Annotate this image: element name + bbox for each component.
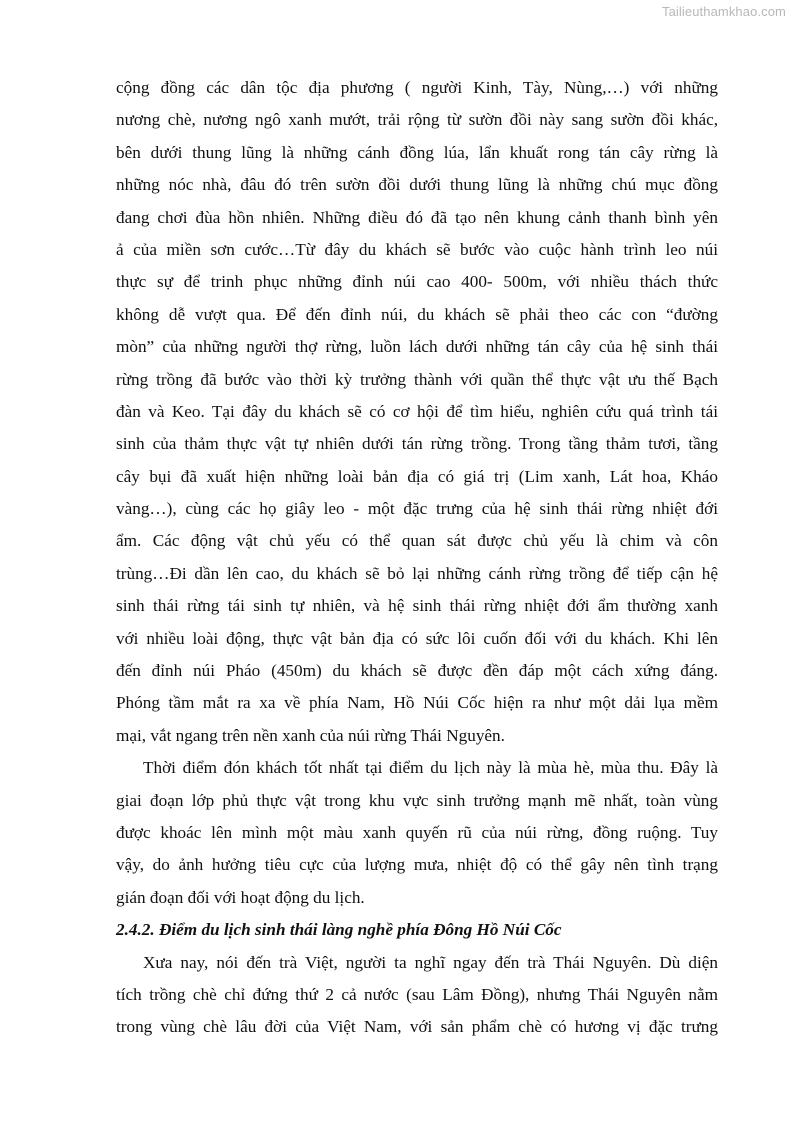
watermark: Tailieuthamkhao.com [661, 4, 786, 19]
text-line: sinh thái rừng tái sinh tự nhiên, và hệ sinh thái rừng nhiệt đới ẩm thường xanh [116, 596, 718, 616]
text-line: tích trồng chè chỉ đứng thứ 2 cả nước (sau Lâm Đồng), nhưng Thái Nguyên nằm [116, 984, 718, 1004]
text-line: cộng đồng các dân tộc địa phương ( người Kinh, Tày, Nùng,…) với những [116, 78, 718, 97]
text-line: đến đỉnh núi Pháo (450m) du khách sẽ được đền đáp một cách xứng đáng. [116, 661, 718, 681]
document-page [116, 72, 718, 1044]
text-line: ẩm. Các động vật chủ yếu có thể quan sát được chủ yếu là chim và côn [116, 531, 718, 551]
text-line: thực sự để trinh phục những đỉnh núi cao 400- 500m, với nhiều thách thức [116, 272, 718, 292]
text-line: cây bụi đã xuất hiện những loài bản địa có giá trị (Lim xanh, Lát hoa, Kháo [116, 466, 718, 486]
text-line: sinh của thảm thực vật tự nhiên dưới tán rừng trồng. Trong tầng thảm tươi, tầng [116, 434, 718, 454]
text-line: gián đoạn đối với hoạt động du lịch. [116, 887, 365, 907]
text-line: Phóng tầm mắt ra xa về phía Nam, Hồ Núi Cốc hiện ra như một dải lụa mềm [116, 693, 718, 713]
text-line: không dễ vượt qua. Để đến đỉnh núi, du khách sẽ phải theo các con “đường [116, 304, 718, 324]
text-line: trùng…Đi dần lên cao, du khách sẽ bỏ lại những cánh rừng trồng để tiếp cận hệ [116, 563, 718, 583]
text-line: mại, vắt ngang trên nền xanh của núi rừng Thái Nguyên. [116, 725, 505, 745]
text-line: nương chè, nương ngô xanh mướt, trải rộng từ sườn đồi này sang sườn đồi khác, [116, 110, 718, 130]
text-line: giai đoạn lớp phủ thực vật trong khu vực sinh trưởng mạnh mẽ nhất, toàn vùng [116, 790, 718, 810]
text-line: với nhiều loài động, thực vật bản địa có sức lôi cuốn đối với du khách. Khi lên [116, 628, 718, 648]
text-line: vàng…), cùng các họ giây leo - một đặc trưng của hệ sinh thái rừng nhiệt đới [116, 499, 718, 519]
text-line: rừng trồng đã bước vào thời kỳ trưởng thành với quần thể thực vật ưu thế Bạch [116, 369, 718, 389]
text-line: mòn” của những người thợ rừng, luồn lách dưới những tán cây của hệ sinh thái [116, 337, 718, 357]
text-line: đàn và Keo. Tại đây du khách sẽ có cơ hội để tìm hiểu, nghiên cứu quá trình tái [116, 401, 718, 421]
text-line: ả của miền sơn cước…Từ đây du khách sẽ bước vào cuộc hành trình leo núi [116, 239, 718, 259]
text-line: bên dưới thung lũng là những cánh đồng lúa, lẩn khuất rong tán cây rừng là [116, 142, 718, 162]
paragraph-1 [116, 72, 718, 752]
section-heading: 2.4.2. Điểm du lịch sinh thái làng nghề phía Đông Hồ Núi Cốc [116, 920, 562, 940]
text-line: Xưa nay, nói đến trà Việt, người ta nghĩ ngay đến trà Thái Nguyên. Dù diện [143, 952, 718, 972]
text-line: trong vùng chè lâu đời của Việt Nam, với sản phẩm chè có hương vị đặc trưng [116, 1017, 718, 1037]
text-line: những nóc nhà, đâu đó trên sườn đồi dưới thung lũng là những chú mục đồng [116, 175, 718, 195]
paragraph-3 [116, 947, 718, 1044]
text-line: được khoác lên mình một màu xanh quyến rũ của núi rừng, đồng ruộng. Tuy [116, 822, 718, 842]
paragraph-2 [116, 752, 718, 914]
text-line: vậy, do ảnh hưởng tiêu cực của lượng mưa, nhiệt độ có thể gây nên tình trạng [116, 855, 718, 875]
text-line: đang chơi đùa hồn nhiên. Những điều đó đã tạo nên khung cảnh thanh bình yên [116, 207, 718, 227]
text-line: Thời điểm đón khách tốt nhất tại điểm du lịch này là mùa hè, mùa thu. Đây là [143, 758, 718, 778]
